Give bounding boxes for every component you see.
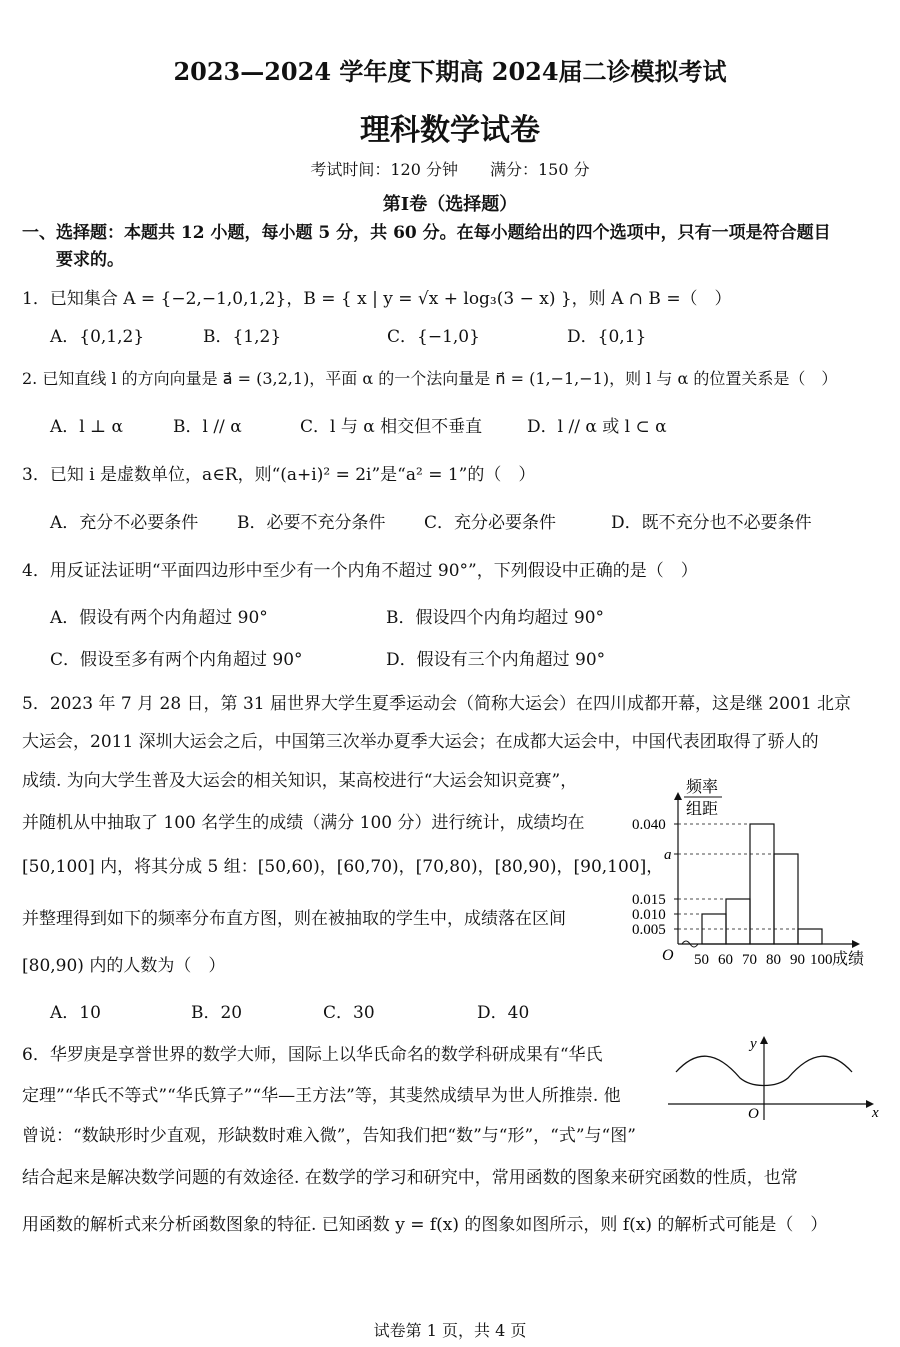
- hist-bar: [774, 854, 798, 944]
- question-5-line3: 成绩. 为向大学生普及大运会的相关知识，某高校进行“大运会知识竞赛”，: [22, 771, 578, 791]
- q2-option-c: C．l 与 α 相交但不垂直: [300, 417, 483, 437]
- question-5-line7: [80,90) 内的人数为（ ）: [22, 956, 226, 976]
- hist-bar: [750, 824, 774, 944]
- section-instruction-line2: 要求的。: [56, 250, 124, 270]
- part-title: 第Ⅰ卷（选择题）: [382, 194, 518, 215]
- q3-option-b: B．必要不充分条件: [237, 513, 386, 533]
- hist-y-tick-label: 0.010: [632, 907, 666, 923]
- q4-option-c: C．假设至多有两个内角超过 90°: [50, 650, 303, 670]
- q2-option-b: B．l // α: [173, 417, 242, 437]
- q4-option-d: D．假设有三个内角超过 90°: [386, 650, 606, 670]
- question-5-line6: 并整理得到如下的频率分布直方图，则在被抽取的学生中，成绩落在区间: [22, 909, 566, 929]
- question-6-line3: 曾说：“数缺形时少直观，形缺数时难入微”，告知我们把“数”与“形”，“式”与“图”: [22, 1126, 636, 1146]
- function-graph: [668, 1032, 880, 1120]
- q1-option-d: D．{0,1}: [567, 327, 647, 347]
- exam-subtitle: 理科数学试卷: [360, 113, 540, 148]
- q2-option-a: A．l ⊥ α: [50, 417, 123, 437]
- question-3-stem: 3．已知 i 是虚数单位，a∈R，则“(a+i)² = 2i”是“a² = 1”的（ ）: [22, 465, 536, 485]
- q1-option-b: B．{1,2}: [203, 327, 282, 347]
- hist-y-tick-label: a: [664, 847, 672, 863]
- y-axis-arrow: [760, 1036, 768, 1044]
- q2-option-d: D．l // α 或 l ⊂ α: [527, 417, 667, 437]
- hist-y-tick-label: 0.005: [632, 922, 666, 938]
- question-5-line4: 并随机从中抽取了 100 名学生的成绩（满分 100 分）进行统计，成绩均在: [22, 813, 585, 833]
- q3-option-c: C．充分必要条件: [424, 513, 557, 533]
- q5-option-a: A．10: [50, 1003, 101, 1023]
- hist-y-label-top: 频率: [686, 779, 719, 796]
- question-5-line2: 大运会，2011 深圳大运会之后，中国第三次举办夏季大运会；在成都大运会中，中国代表团取得了骄人的: [22, 732, 819, 752]
- question-5-line1: 5．2023 年 7 月 28 日，第 31 届世界大学生夏季运动会（简称大运会）在四川成都开幕，这是继 2001 北京: [22, 694, 852, 714]
- hist-y-tick-label: 0.015: [632, 892, 666, 908]
- q5-option-c: C．30: [323, 1003, 375, 1023]
- q3-option-d: D．既不充分也不必要条件: [611, 513, 812, 533]
- question-5-line5: [50,100] 内，将其分成 5 组：[50,60)，[60,70)，[70,80)，[80,90)，[90,100]，: [22, 857, 664, 877]
- hist-x-tick-label: 70: [742, 952, 757, 968]
- hist-y-tick-label: 0.040: [632, 817, 666, 833]
- hist-x-tick-label: 90: [790, 952, 805, 968]
- q3-option-a: A．充分不必要条件: [50, 513, 199, 533]
- exam-title: 2023—2024 学年度下期高 2024届二诊模拟考试: [173, 57, 727, 86]
- hist-x-tick-label: 100: [810, 952, 833, 968]
- graph-y-label: y: [750, 1036, 757, 1052]
- hist-x-axis-label: 成绩: [832, 951, 865, 968]
- page-footer: 试卷第 1 页，共 4 页: [373, 1321, 527, 1340]
- hist-y-arrow: [674, 792, 682, 800]
- question-6-line1: 6．华罗庚是享誉世界的数学大师，国际上以华氏命名的数学科研成果有“华氏: [22, 1045, 603, 1065]
- question-6-line2: 定理”“华氏不等式”“华氏算子”“华—王方法”等，其斐然成绩早为世人所推崇. 他: [22, 1086, 621, 1106]
- section-instruction-line1: 一、选择题：本题共 12 小题，每小题 5 分，共 60 分。在每小题给出的四个选项中，只有一项是符合题目: [22, 223, 831, 243]
- hist-x-tick-label: 60: [718, 952, 733, 968]
- hist-x-tick-label: 50: [694, 952, 709, 968]
- hist-x-arrow: [852, 940, 860, 948]
- question-4-stem: 4．用反证法证明“平面四边形中至少有一个内角不超过 90°”，下列假设中正确的是（ ）: [22, 561, 698, 581]
- graph-origin-label: O: [748, 1106, 759, 1120]
- hist-bar: [798, 929, 822, 944]
- graph-x-label: x: [872, 1105, 879, 1120]
- hist-bar: [726, 899, 750, 944]
- q4-option-a: A．假设有两个内角超过 90°: [50, 608, 268, 628]
- question-6-line4: 结合起来是解决数学问题的有效途径. 在数学的学习和研究中，常用函数的图象来研究函数的性质，也常: [22, 1168, 798, 1188]
- hist-origin-label: O: [662, 947, 674, 964]
- frequency-histogram: [620, 770, 890, 980]
- hist-y-label-bottom: 组距: [686, 801, 719, 818]
- q1-option-a: A．{0,1,2}: [50, 327, 145, 347]
- question-6-line5: 用函数的解析式来分析函数图象的特征. 已知函数 y = f(x) 的图象如图所示，则 f(x) 的解析式可能是（ ）: [22, 1215, 828, 1235]
- q5-option-d: D．40: [477, 1003, 530, 1023]
- hist-x-tick-label: 80: [766, 952, 781, 968]
- question-2-stem: 2. 已知直线 l 的方向向量是 a⃗ = (3,2,1)，平面 α 的一个法向量是 n⃗ = (1,−1,−1)，则 l 与 α 的位置关系是（ ）: [22, 369, 838, 388]
- question-1-stem: 1．已知集合 A = {−2,−1,0,1,2}，B = { x | y = √x + log₃(3 − x) }，则 A ∩ B =（ ）: [22, 289, 732, 309]
- q1-option-c: C．{−1,0}: [387, 327, 480, 347]
- exam-info: 考试时间：120 分钟 满分：150 分: [310, 160, 590, 179]
- q5-option-b: B．20: [191, 1003, 243, 1023]
- q4-option-b: B．假设四个内角均超过 90°: [386, 608, 605, 628]
